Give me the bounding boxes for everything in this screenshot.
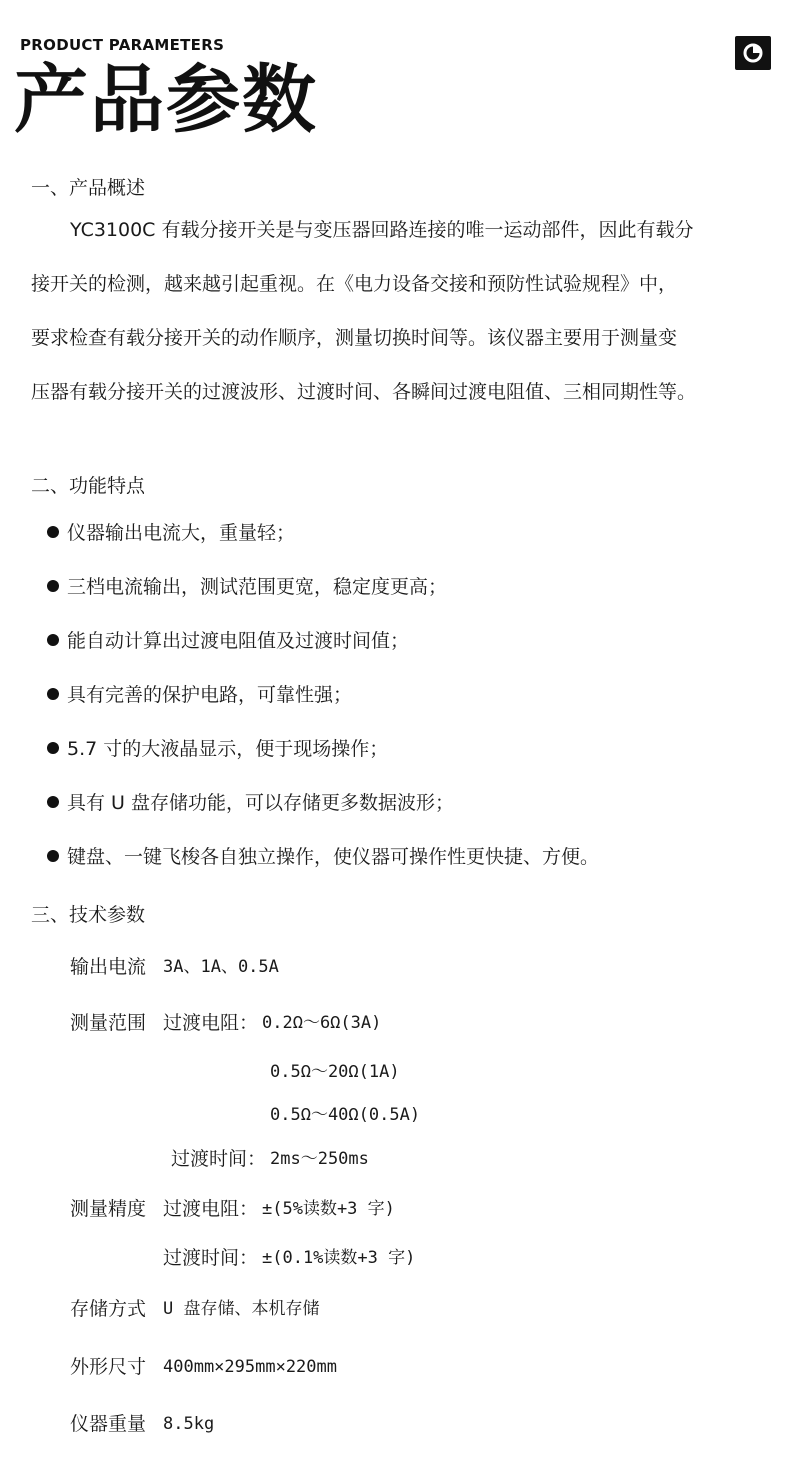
bullet-dot [47, 742, 59, 754]
feature-text: 5.7 寸的大液晶显示，便于现场操作； [67, 738, 389, 760]
features-heading: 二、功能特点 [31, 475, 146, 497]
range-resistance-value: 0.2Ω～6Ω(3A) [262, 1013, 382, 1033]
accuracy-resistance-label: 过渡电阻： [163, 1198, 259, 1220]
spec-label-dimensions: 外形尺寸 [70, 1356, 147, 1378]
bullet-dot [47, 580, 59, 592]
feature-text: 三档电流输出，测试范围更宽，稳定度更高； [67, 576, 448, 598]
spec-label-weight: 仪器重量 [70, 1413, 147, 1435]
accuracy-time-value: ±(0.1%读数+3 字) [262, 1248, 416, 1268]
overview-heading: 一、产品概述 [31, 177, 146, 199]
feature-text: 具有 U 盘存储功能，可以存储更多数据波形； [67, 792, 454, 814]
overview-line: YC3100C 有载分接开关是与变压器回路连接的唯一运动部件，因此有载分 [70, 219, 694, 241]
range-resistance-value: 0.5Ω～20Ω(1A) [270, 1062, 400, 1082]
list-item [47, 575, 447, 599]
bullet-dot [47, 526, 59, 538]
header-en-title: PRODUCT PARAMETERS [20, 36, 225, 54]
spec-value-weight: 8.5kg [163, 1414, 215, 1434]
accuracy-time-label: 过渡时间： [163, 1247, 259, 1269]
feature-text: 具有完善的保护电路，可靠性强； [67, 684, 353, 706]
list-item [47, 791, 454, 815]
spec-value-output-current: 3A、1A、0.5A [163, 957, 279, 977]
spec-value-storage: U 盘存储、本机存储 [163, 1299, 320, 1319]
spec-label-range: 测量范围 [70, 1012, 147, 1034]
list-item [47, 629, 409, 653]
bullet-dot [47, 850, 59, 862]
spec-label-accuracy: 测量精度 [70, 1198, 147, 1220]
feature-text: 能自动计算出过渡电阻值及过渡时间值； [67, 630, 410, 652]
feature-text: 仪器输出电流大，重量轻； [67, 522, 296, 544]
range-resistance-value: 0.5Ω～40Ω(0.5A) [270, 1105, 421, 1125]
feature-text: 键盘、一键飞梭各自独立操作，使仪器可操作性更快捷、方便。 [67, 846, 600, 868]
specs-heading: 三、技术参数 [31, 904, 146, 926]
bullet-dot [47, 688, 59, 700]
list-item [47, 845, 599, 869]
overview-line: 要求检查有载分接开关的动作顺序，测量切换时间等。该仪器主要用于测量变 [31, 327, 678, 349]
range-resistance-label: 过渡电阻： [163, 1012, 259, 1034]
list-item [47, 683, 352, 707]
list-item [47, 521, 295, 545]
list-item [47, 737, 388, 761]
pie-chart-icon [735, 36, 771, 70]
range-time-value: 2ms～250ms [270, 1149, 369, 1169]
spec-label-output-current: 输出电流 [70, 956, 147, 978]
page-title: 产品参数 [14, 57, 318, 143]
overview-line: 压器有载分接开关的过渡波形、过渡时间、各瞬间过渡电阻值、三相同期性等。 [31, 381, 697, 403]
overview-line: 接开关的检测，越来越引起重视。在《电力设备交接和预防性试验规程》中， [31, 273, 678, 295]
bullet-dot [47, 634, 59, 646]
spec-label-storage: 存储方式 [70, 1298, 147, 1320]
bullet-dot [47, 796, 59, 808]
range-time-label: 过渡时间： [171, 1148, 267, 1170]
spec-value-dimensions: 400mm×295mm×220mm [163, 1357, 337, 1377]
accuracy-resistance-value: ±(5%读数+3 字) [262, 1199, 395, 1219]
